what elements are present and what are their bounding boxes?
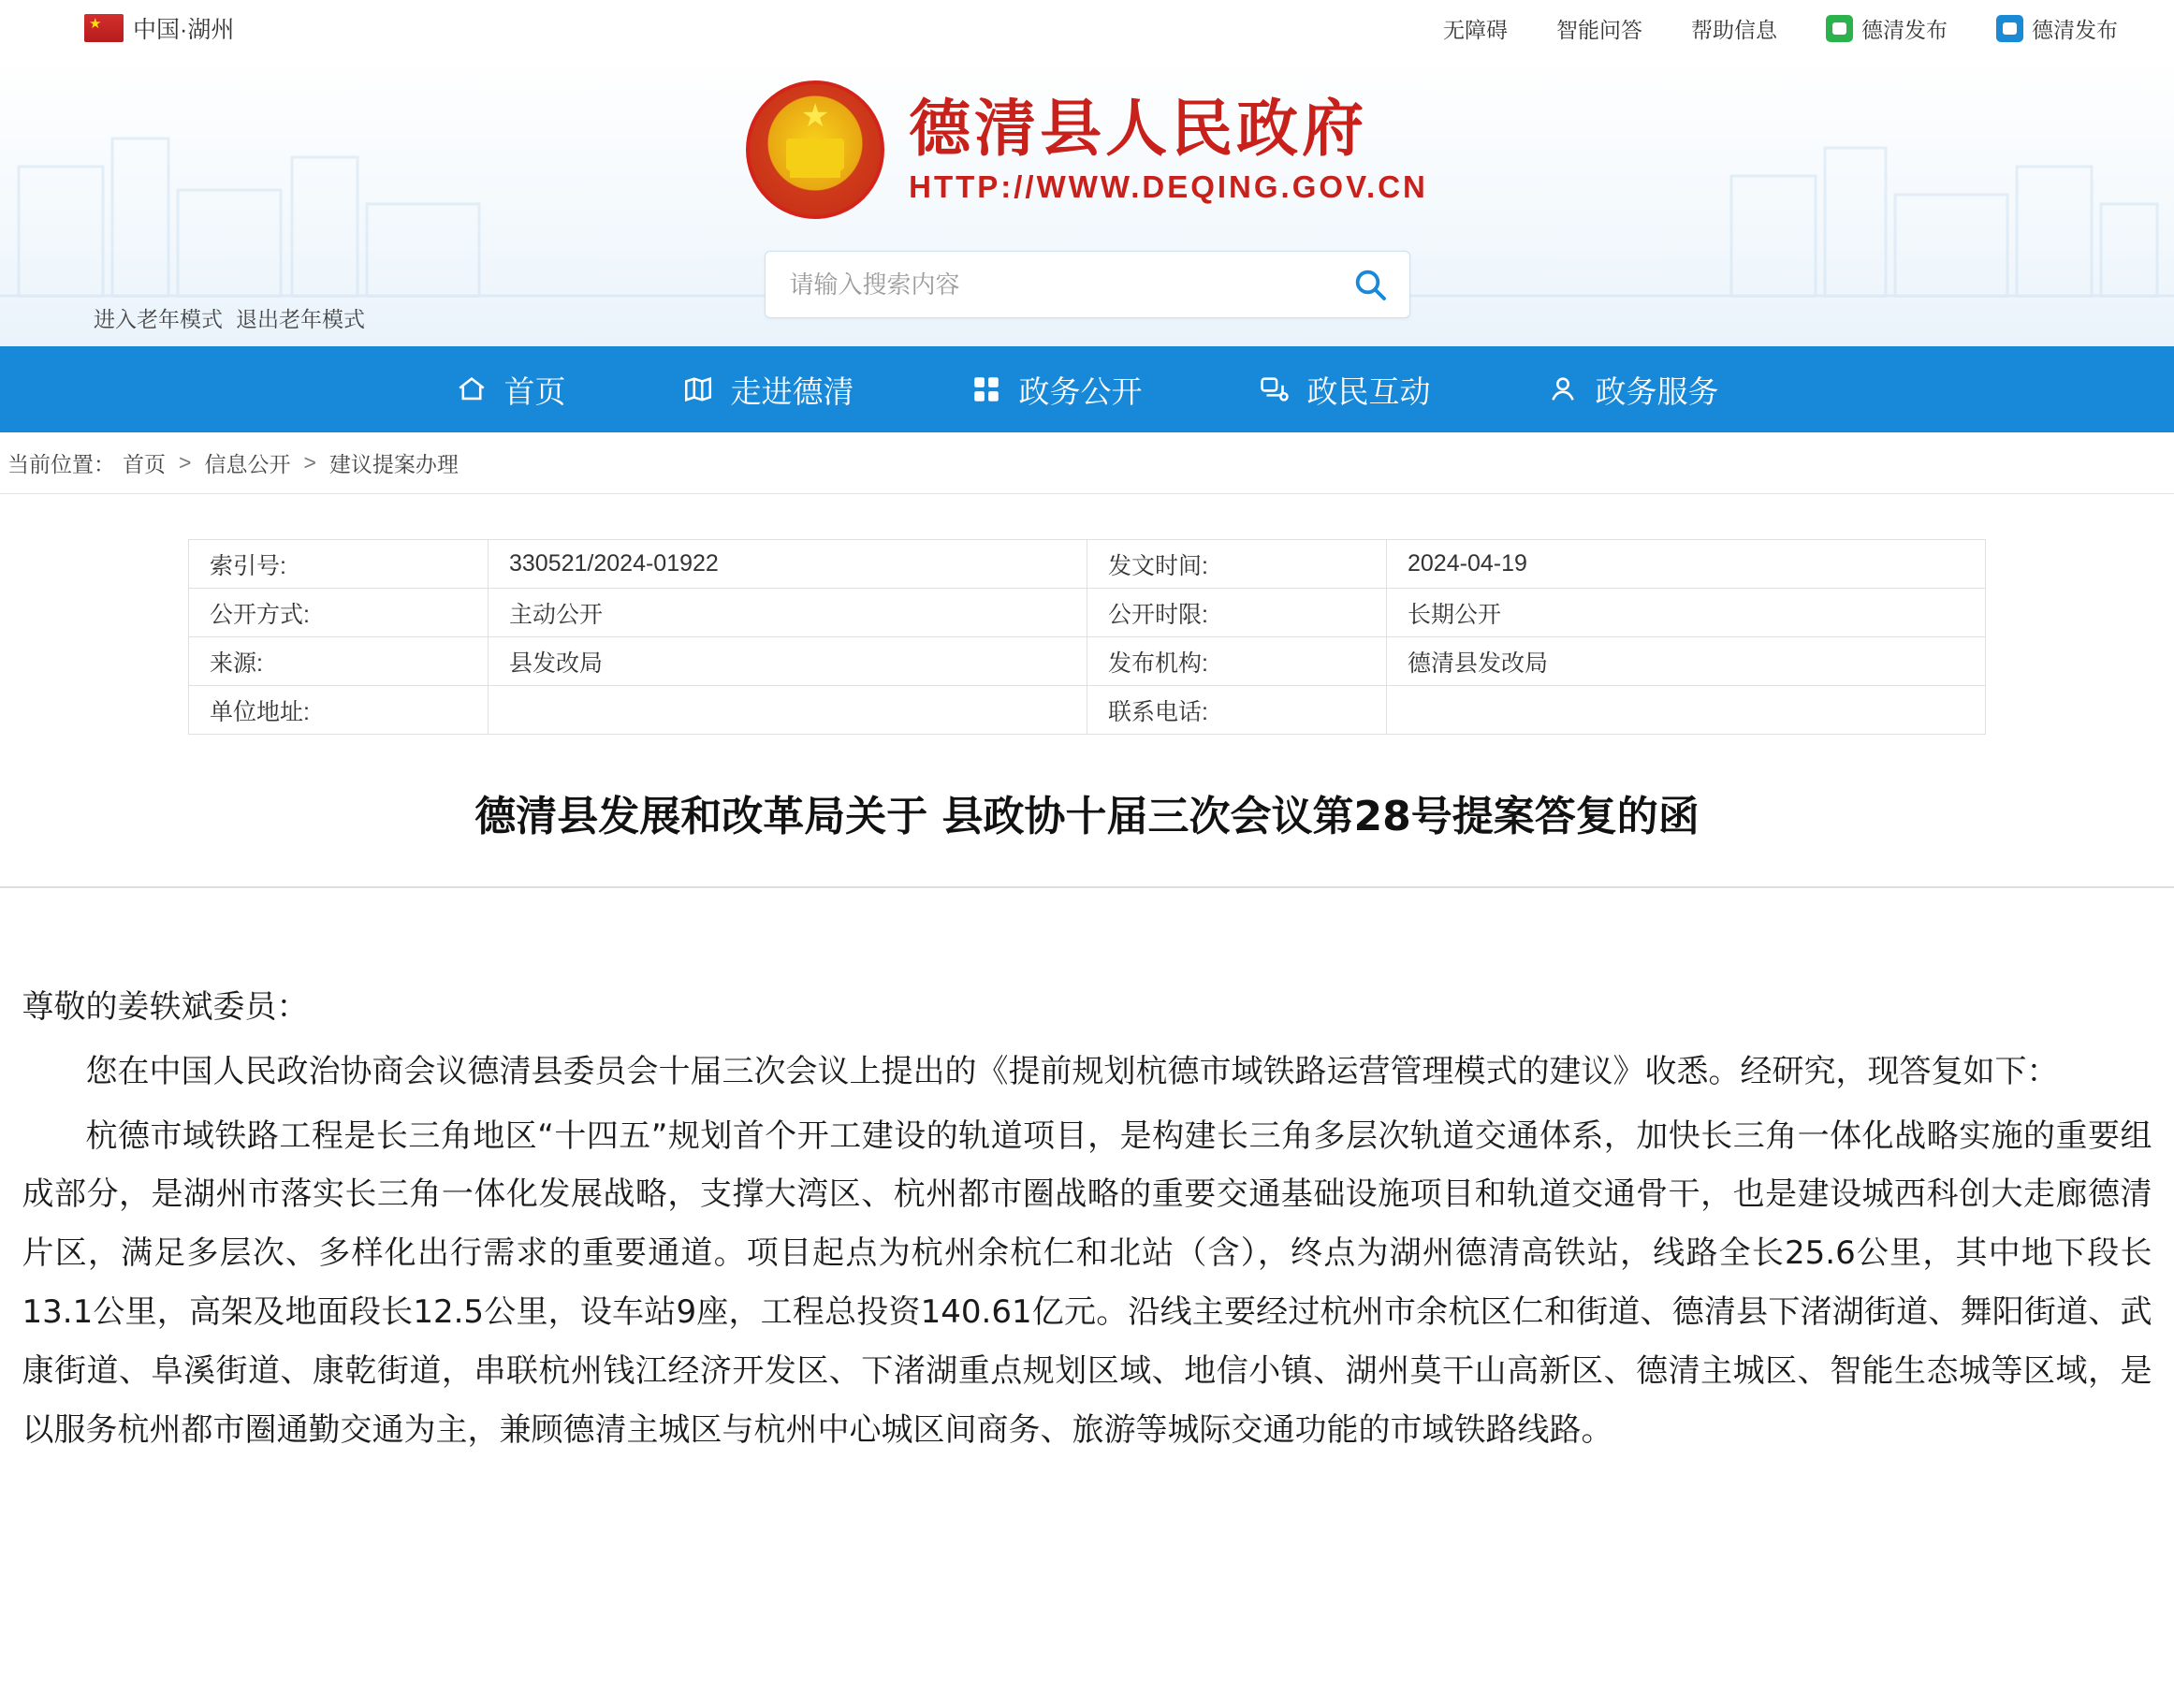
meta-value-phone (1387, 686, 1986, 735)
table-row (189, 686, 1986, 735)
top-link-smart-qa[interactable]: 智能问答 (1556, 17, 1642, 42)
meta-value-issue-date: 2024-04-19 (1387, 540, 1986, 589)
table-row (189, 589, 1986, 637)
meta-value-publisher: 德清县发改局 (1387, 637, 1986, 686)
top-link-weibo-label: 德清发布 (2032, 17, 2118, 42)
home-icon (456, 373, 488, 405)
grid-icon (970, 373, 1002, 405)
meta-label-phone: 联系电话: (1087, 686, 1387, 735)
document-body (11, 978, 2164, 1460)
breadcrumb-separator-2: > (303, 450, 316, 474)
meta-label-address: 单位地址: (189, 686, 489, 735)
top-links (1443, 13, 2118, 44)
breadcrumb-item-home[interactable]: 首页 (123, 452, 166, 476)
title-divider (0, 886, 2174, 888)
person-icon (1547, 373, 1579, 405)
document-paragraph-1: 您在中国人民政治协商会议德清县委员会十届三次会议上提出的《提前规划杭德市域铁路运营管理模式的建议》收悉。经研究，现答复如下： (85, 1052, 2059, 1090)
nav-item-home[interactable] (398, 368, 624, 412)
main-navigation (0, 346, 2174, 432)
nav-label-interaction: 政民互动 (1306, 373, 1431, 409)
interaction-icon (1259, 373, 1291, 405)
meta-label-disclosure-method: 公开方式: (189, 589, 489, 637)
document-meta-table (188, 539, 1986, 735)
top-link-help[interactable]: 帮助信息 (1691, 17, 1777, 42)
map-icon (682, 373, 714, 405)
wechat-icon (1826, 15, 1853, 42)
meta-value-index-number: 330521/2024-01922 (489, 540, 1087, 589)
meta-value-disclosure-method: 主动公开 (489, 589, 1087, 637)
nav-item-gov-service[interactable] (1489, 368, 1777, 412)
site-title: 德清县人民政府 (909, 91, 1368, 165)
site-header (0, 56, 2174, 346)
document-paragraph-2: 杭德市域铁路工程是长三角地区“十四五”规划首个开工建设的轨道项目，是构建长三角多层次轨道交通体系，加快长三角一体化战略实施的重要组成部分，是湖州市落实长三角一体化发展战略，支撑大湾区、杭州都市圈战略的重要交通基础设施项目和轨道交通骨干，也是建设城西科创大走廊德清片区，满足多层次、多样化出行需求的重要通道。项目起点为杭州余杭仁和北站（含），终点为湖州德清高铁站，线路全长25.6公里，其中地下段长13.1公里，高架及地面段长12.5公里，设车站9座，工程总投资140.61亿元。沿线主要经过杭州市余杭区仁和街道、德清县下渚湖街道、舞阳街道、武康街道、阜溪街道、康乾街道，串联杭州钱江经济开发区、下渚湖重点规划区域、地信小镇、湖州莫干山高新区、德清主城区、智能生态城等区域，是以服务杭州都市圈通勤交通为主，兼顾德清主城区与杭州中心城区间商务、旅游等城际交通功能的市域铁路线路。 (22, 1117, 2152, 1450)
meta-label-publisher: 发布机构: (1087, 637, 1387, 686)
nav-item-gov-affairs[interactable] (912, 368, 1201, 412)
document-paragraph-salutation: 尊敬的姜轶斌委员： (22, 987, 309, 1026)
breadcrumb-prefix: 当前位置： (7, 452, 115, 476)
page-title: 德清县发展和改革局关于 县政协十届三次会议第28号提案答复的函 (474, 793, 1700, 840)
exit-elder-mode-link[interactable]: 退出老年模式 (236, 307, 365, 331)
meta-label-index-number: 索引号: (189, 540, 489, 589)
breadcrumb-item-proposal-handling[interactable]: 建议提案办理 (328, 452, 459, 476)
meta-label-source: 来源: (189, 637, 489, 686)
top-link-weibo[interactable] (1996, 13, 2118, 44)
logo-row (0, 56, 2174, 219)
national-emblem-icon (746, 80, 884, 219)
top-utility-bar (0, 0, 2174, 56)
national-flag-icon (84, 14, 124, 42)
site-locale (84, 11, 234, 45)
meta-label-disclosure-period: 公开时限: (1087, 589, 1387, 637)
search-input[interactable] (788, 270, 1344, 300)
site-url: HTTP://WWW.DEQING.GOV.CN (909, 169, 1428, 205)
page-content (0, 539, 2174, 1503)
breadcrumb (0, 432, 2174, 494)
search-button[interactable] (1344, 258, 1396, 311)
top-link-wechat-label: 德清发布 (1861, 17, 1948, 42)
meta-value-source: 县发改局 (489, 637, 1087, 686)
breadcrumb-item-info-disclosure[interactable]: 信息公开 (204, 452, 291, 476)
top-link-wechat[interactable] (1826, 13, 1948, 44)
weibo-icon (1996, 15, 2023, 42)
enter-elder-mode-link[interactable]: 进入老年模式 (94, 307, 223, 331)
meta-value-disclosure-period: 长期公开 (1387, 589, 1986, 637)
top-link-accessibility[interactable]: 无障碍 (1443, 17, 1508, 42)
search-icon (1351, 266, 1389, 303)
breadcrumb-separator-1: > (179, 450, 192, 474)
table-row (189, 540, 1986, 589)
table-row (189, 637, 1986, 686)
nav-label-gov-service: 政务服务 (1595, 373, 1719, 409)
nav-label-home: 首页 (503, 373, 566, 409)
nav-label-about-deqing: 走进德清 (730, 373, 854, 409)
search-bar[interactable] (765, 251, 1410, 318)
meta-label-issue-date: 发文时间: (1087, 540, 1387, 589)
elder-mode-links (94, 302, 365, 333)
nav-item-about-deqing[interactable] (624, 368, 912, 412)
nav-item-interaction[interactable] (1201, 368, 1489, 412)
nav-label-gov-affairs: 政务公开 (1018, 373, 1143, 409)
locale-label: 中国·湖州 (133, 17, 235, 43)
meta-value-address (489, 686, 1087, 735)
